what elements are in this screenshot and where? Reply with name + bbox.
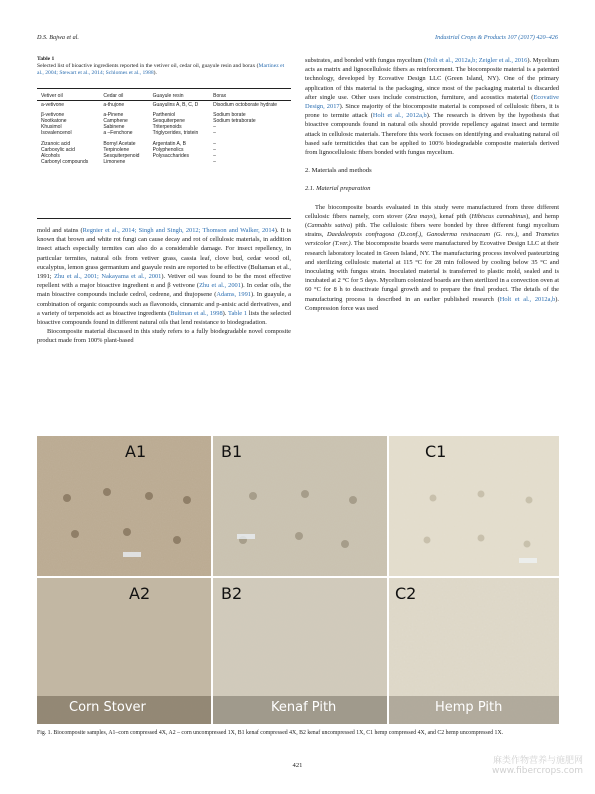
- table-cell: Zizanoic acid: [41, 140, 71, 147]
- section-heading: 2. Materials and methods: [305, 167, 372, 175]
- paragraph: mold and stains (Regnier et al., 2014; Singh and Singh, 2012; Thomson and Walker, 2014). It is known that brown and white rot fungi can cause decay and rot of cellulosic materials, in addition insect attach especially termites can also do a considerable damage. For insect repellency, in particular termites, natural oils from vetiver grass, cassia leaf, clove bud, cedar wood oil, eucalyptus, lemon grass germanium and guayule resin are reported to be effective (Bultaman et al., 1991; Zhu et al., 2001; Nakayama et al., 2001). Vetiver oil was found to be the most effective repellent with a major bioactive ingredient α and β vetivone (Zhu et al., 2001). In cedar oils, the main bioactive compounds include cedrol, cedrene, and thujopsene (Adams, 1991). In guayule, a combination of organic compounds such as flavonoids, cinnamic and p-anisic acid derivatives, and a variety of terpenoids act as bioactive ingredients (Bultman et al., 1998). Table 1 lists the selected bioactive compounds found in different natural oils that lend resistance to biodegradation.: [37, 227, 292, 327]
- panel-label: C2: [395, 584, 417, 603]
- table-cell: a –Fenchone: [103, 130, 133, 137]
- paragraph: Biocomposite material discussed in this study refers to a fully biodegradable novel composite product made from 100% plant-based: [37, 328, 291, 345]
- table-cell: –: [213, 152, 216, 159]
- table-cell: Sabinene: [103, 124, 125, 131]
- material-label-corn: Corn Stover: [69, 700, 146, 715]
- citation-link[interactable]: Bultman et al., 1998: [170, 309, 223, 317]
- material-label-hemp: Hemp Pith: [435, 700, 503, 715]
- photo-panel-c1: [389, 436, 559, 576]
- table-header-rule: [37, 100, 291, 101]
- panel-label: B1: [221, 442, 243, 461]
- table-cell: Partheniol: [152, 112, 176, 119]
- table-caption-end: ).: [153, 70, 157, 77]
- table-caption: [37, 56, 291, 78]
- table-cell: –: [213, 146, 216, 153]
- journal-link[interactable]: Industrial Crops & Products 107 (2017) 420–426: [435, 34, 558, 41]
- table-cell: Triterpenoids: [152, 124, 182, 131]
- figure-photo-grid: [37, 436, 559, 724]
- table-cell: Sesquiterpenoid: [103, 152, 140, 159]
- right-column-text: [305, 56, 559, 313]
- table-row: [37, 159, 291, 165]
- table-cell: Carboxylic acid: [41, 146, 75, 153]
- col-header: Vetiver oil: [41, 93, 63, 99]
- citation-link[interactable]: Holt et al., 2012a,b: [499, 295, 556, 303]
- table-cell: Polysaccharides: [152, 152, 190, 159]
- material-label-kenaf: Kenaf Pith: [271, 700, 337, 715]
- table-cell: –: [213, 130, 216, 137]
- table-cell: Sodium borate: [213, 112, 246, 119]
- citation-link[interactable]: Holt et al., 2012a,b; Zeigler et al., 2016: [426, 57, 528, 64]
- table-row: [37, 108, 291, 118]
- running-header-journal[interactable]: [435, 34, 558, 41]
- table-caption-text: Selected list of bioactive ingredients reported in the vetiver oil, cedar oil, guayule resin and borax (: [37, 63, 259, 70]
- photo-panel-b2: [213, 578, 387, 724]
- table-cell: Guayulins A, B, C, D: [152, 102, 199, 109]
- citation-link[interactable]: Regnier et al., 2014; Singh and Singh, 2012; Thomson and Walker, 2014: [82, 227, 275, 234]
- citation-link[interactable]: Zhu et al., 2001; Nakayama et al., 2001: [54, 273, 162, 281]
- panel-label: A1: [125, 442, 147, 461]
- figure-caption: Fig. 1. Biocomposite samples, A1–corn compressed 4X, A2 – corn uncompressed 1X, B1 kenaf compressed 4X, B2 kenaf uncompressed 1X, C1 hemp compressed 4X, and C2 hemp uncompressed 1X.: [37, 730, 504, 736]
- table-cell: Disodium octoborate hydrate: [213, 102, 278, 109]
- table-cell: Bornyl Acetate: [103, 140, 136, 147]
- panel-label: A2: [129, 584, 151, 603]
- paragraph: The biocomposite boards evaluated in this study were manufactured from three different cellulosic fibers namely, corn stover (Zea mays), kenaf pith (Hibiscus cannabinus), and hemp (Cannabis sativa) pith. The cellulosic fibers were bonded by three different fungi mycelium strains, Daedaleopsis confragosa (D.conf.), Ganoderma resinaceum (G. res.), and Trametes versicolor (T.ver.). The biocomposite boards were manufactured by Ecovative Design LLC at their research laboratory located in Green Island, NY. The manufacturing process involved pasteurizing and sterilizing cellulosic material at 115 °C for 28 min followed by cooling below 35 °C and inoculating with fungus strain. Inoculated material is transferred to plastic mold, sealed and is incubated at 2 °C for 5 days. Mycelium colonized boards are then sterilized in a convection oven at 60 °C for 8 h to deactivate fungal growth and to prepare the final product. The details of the manufacturing process is described in an earlier published research (Holt et al., 2012a,b). Compression force was used: [305, 203, 559, 312]
- corn-compressed-texture: [37, 436, 211, 576]
- citation-link[interactable]: Zhu et al., 2001: [199, 282, 241, 290]
- table-cell: Alcohols: [41, 152, 60, 159]
- table-cell: Nootkatone: [41, 118, 67, 125]
- panel-label: B2: [221, 584, 243, 603]
- table-link[interactable]: Table 1: [228, 309, 248, 317]
- table-cell: Limonene: [103, 158, 126, 165]
- table-bottom-rule: [37, 218, 291, 219]
- citation-link[interactable]: Holt et al., 2012a,b: [372, 112, 427, 120]
- watermark: [492, 756, 583, 776]
- table-cell: Carbonyl compounds: [41, 158, 89, 165]
- table-cell: Triglycerides, tristein: [152, 130, 199, 137]
- hemp-compressed-texture: [389, 436, 559, 576]
- table-cell: β-vetivone: [41, 112, 65, 119]
- table-cell: Sodium tetraborate: [213, 118, 256, 125]
- table-cell: Khusimol: [41, 124, 62, 131]
- table-cell: a-vetivone: [41, 102, 65, 109]
- col-header: Borax: [213, 93, 227, 99]
- table-cell: Sesquiterpene: [152, 118, 185, 125]
- table-top-rule: [37, 88, 291, 89]
- table-cell: –: [213, 140, 216, 147]
- table-cell: –: [213, 124, 216, 131]
- table-label: Table 1: [37, 56, 55, 62]
- table-cell: Argentatin A, B: [152, 140, 186, 147]
- table-cell: [149, 159, 209, 165]
- table-cell: –: [213, 158, 216, 165]
- left-column-text: [37, 226, 291, 346]
- watermark-line: 麻类作物营养与施肥网: [492, 756, 583, 766]
- page-number: 421: [292, 762, 303, 769]
- panel-label: C1: [425, 442, 447, 461]
- col-header: Cedar oil: [103, 93, 124, 99]
- photo-panel-a1: [37, 436, 211, 576]
- col-header: Guayule resin: [152, 93, 184, 99]
- subsection-heading: 2.1. Material preparation: [305, 185, 371, 193]
- photo-panel-c2: [389, 578, 559, 724]
- photo-panel-a2: [37, 578, 211, 724]
- table-cell: Terpinolene: [103, 146, 130, 153]
- citation-link[interactable]: Adams, 1991: [216, 291, 251, 299]
- table-cell: Polyphenolics: [152, 146, 184, 153]
- table-cell: a-thujone: [103, 102, 125, 109]
- table-row: [37, 137, 291, 147]
- paragraph: substrates, and bonded with fungus mycelium (Holt et al., 2012a,b; Zeigler et al., 2016). Mycelium acts as matrix and lignocellulosic fibers as reinforcement. The biocomposite material is a patented technology, developed by Ecovative Design LLC (Green Island, NY). One of the primary application of this material is the packaging, since most of the packaging material is discarded after single use. Other uses include construction, furniture, and acoustics material (Ecovative Design, 2017). Since majority of the biocomposite material is composed of cellulosic fibers, it is prone to termite attack (Holt et al., 2012a,b). The research is driven by the hypothesis that bioactive compounds found in natural oils should provide repellency against insect and termite attack in cellulosic materials. Therefore this work focuses on identifying and evaluating natural oil based safe termiticides that can be applied to 100% biodegradable composite materials derived from lignocellulosic fibers bonded with fungus mycelium.: [305, 57, 560, 157]
- watermark-url: www.fibercrops.com: [492, 766, 583, 776]
- table-cell: a-Pinene: [103, 112, 124, 119]
- citation-link[interactable]: Ecovative Design, 2017: [305, 93, 559, 111]
- table-cell: Isovalencenol: [41, 130, 72, 137]
- running-header-authors: D.S. Bajwa et al.: [37, 34, 79, 41]
- photo-panel-b1: [213, 436, 387, 576]
- bioactive-table: [37, 93, 291, 165]
- table-caption-refs[interactable]: Martinez et al., 2004; Stewart et al., 2014; Schlomes et al., 1988: [37, 63, 285, 77]
- table-cell: Camphene: [103, 118, 128, 125]
